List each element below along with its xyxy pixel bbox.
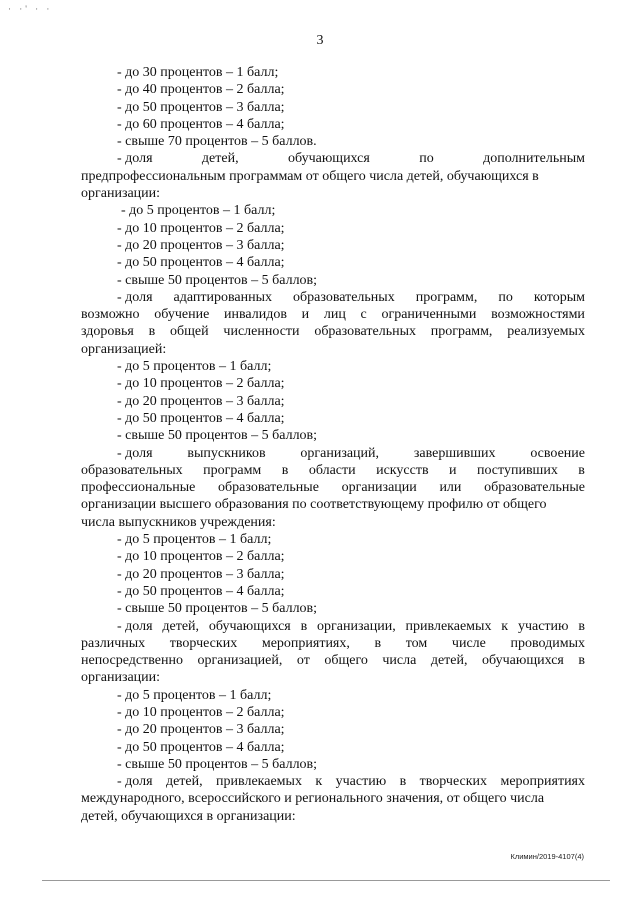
word: обучение <box>154 307 210 323</box>
text-line: - свыше 50 процентов – 5 баллов; <box>117 428 318 444</box>
text-line: - до 50 процентов – 4 балла; <box>117 255 285 271</box>
text-line: - до 20 процентов – 3 балла; <box>117 566 285 582</box>
text-line <box>81 289 585 306</box>
text-line: - до 50 процентов – 4 балла; <box>117 583 285 599</box>
page-number: 3 <box>316 33 324 48</box>
word: или <box>439 480 462 496</box>
word: поступивших <box>476 462 558 478</box>
word: искусств <box>376 462 429 478</box>
text-line: - свыше 50 процентов – 5 баллов; <box>117 272 318 288</box>
text-line: числа выпускников учреждения: <box>81 514 276 530</box>
scan-mark: · ·' · · <box>8 4 53 14</box>
word: к <box>315 774 323 790</box>
text-line <box>81 479 585 496</box>
text-line: - до 50 процентов – 4 балла; <box>117 739 285 755</box>
text-line: детей, обучающихся в организации: <box>81 808 296 824</box>
document-code: Климин/2019-4107(4) <box>510 852 584 861</box>
word: организации, <box>317 618 396 634</box>
word: творческих <box>419 774 488 790</box>
text-line: - свыше 50 процентов – 5 баллов; <box>117 756 318 772</box>
word: детей, <box>165 774 203 790</box>
text-line <box>81 462 585 479</box>
word: области <box>308 462 356 478</box>
word: в <box>578 618 585 634</box>
word: в <box>281 462 289 478</box>
word: привлекаемых <box>216 774 302 790</box>
word: в <box>374 635 382 651</box>
word: - доля <box>117 151 153 167</box>
text-line <box>81 306 585 323</box>
word: общего <box>324 653 368 669</box>
text-line: - свыше 70 процентов – 5 баллов. <box>117 134 317 150</box>
word: по <box>498 289 513 305</box>
word: по <box>419 151 434 167</box>
word: от <box>296 653 310 669</box>
text-line: - до 10 процентов – 2 балла; <box>117 549 285 565</box>
bottom-divider <box>42 880 610 881</box>
word: лиц <box>323 307 346 323</box>
text-line: организации высшего образования по соответствующему профилю от общего <box>81 497 547 513</box>
word: возможно <box>81 307 140 323</box>
text-line <box>81 652 585 669</box>
text-line: - до 50 процентов – 4 балла; <box>117 410 285 426</box>
text-line: - до 20 процентов – 3 балла; <box>117 393 285 409</box>
text-line: организации: <box>81 670 161 686</box>
text-line <box>81 635 585 652</box>
word: адаптированных <box>173 289 273 305</box>
word: - доля <box>117 445 153 461</box>
word: реализуемых <box>507 324 585 340</box>
word: числа <box>382 653 417 669</box>
word: в <box>300 618 308 634</box>
word: профессиональные <box>81 480 196 496</box>
word: в <box>148 324 156 340</box>
word: с <box>360 307 367 323</box>
text-line: - до 30 процентов – 1 балл; <box>117 65 279 80</box>
word: в <box>578 653 585 669</box>
text-line: - до 20 процентов – 3 балла; <box>117 237 285 253</box>
word: непосредственно <box>81 653 183 669</box>
word: проводимых <box>510 635 585 651</box>
word: обучающихся <box>287 151 370 167</box>
word: в <box>578 462 585 478</box>
text-line: - до 10 процентов – 2 балла; <box>117 220 285 236</box>
word: образовательных <box>314 324 416 340</box>
word: участию <box>517 618 569 634</box>
word: которым <box>533 289 585 305</box>
word: численности <box>223 324 300 340</box>
text-line: предпрофессиональным программам от общего числа детей, обучающихся в <box>81 168 539 184</box>
text-line <box>81 323 585 340</box>
text-line: - до 5 процентов – 1 балл; <box>117 532 272 548</box>
text-line: - до 10 процентов – 2 балла; <box>117 704 285 720</box>
word: различных <box>81 635 146 651</box>
text-line: - свыше 50 процентов – 5 баллов; <box>117 601 318 617</box>
word: детей, <box>162 618 200 634</box>
word: общей <box>170 324 209 340</box>
word: - доля <box>117 618 153 634</box>
word: творческих <box>169 635 238 651</box>
word: здоровья <box>81 324 134 340</box>
word: программ, <box>415 289 478 305</box>
word: завершивших <box>413 445 496 461</box>
text-line <box>81 445 585 462</box>
word: числе <box>451 635 486 651</box>
word: организации <box>341 480 417 496</box>
word: том <box>405 635 428 651</box>
word: привлекаемых <box>405 618 492 634</box>
text-line: - до 60 процентов – 4 балла; <box>117 116 285 132</box>
word: и <box>449 462 457 478</box>
word: образовательные <box>218 480 319 496</box>
word: - доля <box>117 289 153 305</box>
text-line: международного, всероссийского и регионального значения, от общего числа <box>81 791 545 807</box>
text-line <box>81 618 585 635</box>
word: программ, <box>430 324 493 340</box>
word: детей, <box>430 653 468 669</box>
text-line: - до 5 процентов – 1 балл; <box>121 203 276 219</box>
text-line: - до 20 процентов – 3 балла; <box>117 722 285 738</box>
word: образовательные <box>484 480 585 496</box>
word: обучающихся <box>208 618 291 634</box>
word: организаций, <box>300 445 380 461</box>
text-line <box>81 150 585 167</box>
word: ограниченными <box>381 307 477 323</box>
word: образовательных <box>81 462 183 478</box>
document-body <box>81 64 585 825</box>
text-line <box>81 773 585 790</box>
text-line: - до 5 процентов – 1 балл; <box>117 687 272 703</box>
word: организацией, <box>197 653 283 669</box>
word: в <box>399 774 407 790</box>
word: мероприятиях <box>500 774 585 790</box>
text-line: организации: <box>81 186 161 202</box>
word: выпускников <box>187 445 266 461</box>
word: программ <box>203 462 262 478</box>
text-line: - до 10 процентов – 2 балла; <box>117 376 285 392</box>
text-line: - до 5 процентов – 1 балл; <box>117 359 272 375</box>
word: инвалидов <box>223 307 287 323</box>
word: возможностями <box>491 307 585 323</box>
word: образовательных <box>293 289 395 305</box>
word: - доля <box>117 774 153 790</box>
text-line: организацией: <box>81 341 167 357</box>
text-line: - до 40 процентов – 2 балла; <box>117 82 285 98</box>
word: участию <box>335 774 387 790</box>
word: освоение <box>530 445 585 461</box>
word: детей, <box>201 151 239 167</box>
word: и <box>301 307 310 323</box>
word: обучающихся <box>482 653 564 669</box>
text-line: - до 50 процентов – 3 балла; <box>117 99 285 115</box>
word: дополнительным <box>483 151 585 167</box>
word: мероприятиях, <box>261 635 350 651</box>
word: к <box>501 618 509 634</box>
